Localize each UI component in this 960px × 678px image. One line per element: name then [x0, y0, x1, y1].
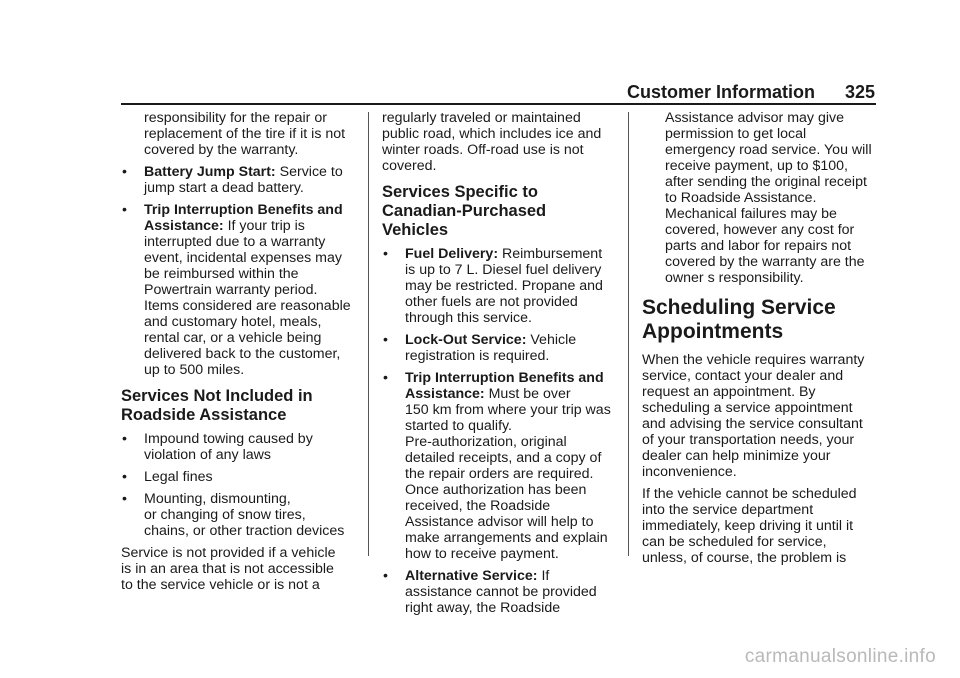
bullet-icon: •: [122, 431, 127, 447]
paragraph: Service is not provided if a vehicle is in an area that is not accessible to the service vehicle or is not a: [121, 545, 336, 593]
continued-text: responsibility for the repair or replacement of the tire if it is not covered by the warranty.: [144, 110, 346, 158]
section-heading-scheduling: Scheduling Service Appointments: [642, 296, 836, 343]
list-item-trip-interruption: • Trip Interruption Benefits and Assistance: If your trip is interrupted due to a warranty event, incidental expenses may be reimbursed within the Powertrain warranty period. Items considered are reasonable and customary hotel, meals, rental car, or a vehicle being delivered back to the customer, up to 500 miles.: [122, 202, 351, 378]
paragraph: If the vehicle cannot be scheduled into the service department immediately, keep driving it until it can be scheduled for service, unless, of course, the problem is: [642, 486, 857, 566]
page-number: 325: [844, 82, 875, 102]
watermark: carmanualsonline.info: [744, 646, 936, 667]
header-rule: [121, 103, 876, 105]
list-item-trip-interruption: • Trip Interruption Benefits and Assistance: Must be over 150 km from where your trip was started to qualify. Pre-authorization, original detailed receipts, and a copy of the repair orders are required. Once authorization has been received, the Roadside Assistance advisor will help to make arrangements and explain how to receive payment.: [383, 370, 611, 562]
section-heading-not-included: Services Not Included in Roadside Assistance: [121, 387, 313, 424]
column-divider: [628, 112, 629, 556]
column-divider: [368, 112, 369, 556]
continued-text: regularly traveled or maintained public road, which includes ice and winter roads. Off-road use is not covered.: [382, 110, 602, 174]
bullet-icon: •: [122, 469, 127, 485]
section-heading-canadian: Services Specific to Canadian-Purchased Vehicles: [382, 183, 547, 239]
list-item-alternative-service: • Alternative Service: If assistance cannot be provided right away, the Roadside: [383, 568, 597, 616]
paragraph: When the vehicle requires warranty service, contact your dealer and request an appointment. By scheduling a service appointment and advising the service consultant of your transportation needs, your dealer can help minimize your inconvenience.: [642, 352, 865, 480]
list-item: • Legal fines: [122, 469, 213, 485]
page-header: [600, 82, 875, 104]
column-1: [121, 110, 355, 593]
bullet-icon: •: [122, 164, 127, 180]
bullet-icon: •: [383, 568, 388, 584]
column-2: [382, 110, 614, 616]
bullet-icon: •: [383, 246, 388, 262]
list-item-battery-jump: • Battery Jump Start: Service to jump start a dead battery.: [122, 164, 343, 196]
list-item-lock-out: • Lock-Out Service: Vehicle registration is required.: [383, 332, 577, 364]
section-title: Customer Information: [626, 82, 815, 102]
list-item: • Mounting, dismounting, or changing of snow tires, chains, or other traction devices: [122, 491, 345, 539]
list-item: • Impound towing caused by violation of any laws: [122, 431, 313, 463]
bullet-icon: •: [383, 332, 388, 348]
bullet-icon: •: [122, 491, 127, 507]
column-3: [642, 110, 880, 566]
bullet-icon: •: [383, 370, 388, 386]
bullet-icon: •: [122, 202, 127, 218]
continued-text: Assistance advisor may give permission to get local emergency road service. You will receive payment, up to $100, after sending the original receipt to Roadside Assistance. Mechanical failures may be covered, however any cost for parts and labor for repairs not covered by the warranty are the owner s responsibility.: [665, 110, 872, 286]
list-item-fuel-delivery: • Fuel Delivery: Reimbursement is up to 7 L. Diesel fuel delivery may be restricted. Propane and other fuels are not provided through this service.: [383, 246, 603, 326]
